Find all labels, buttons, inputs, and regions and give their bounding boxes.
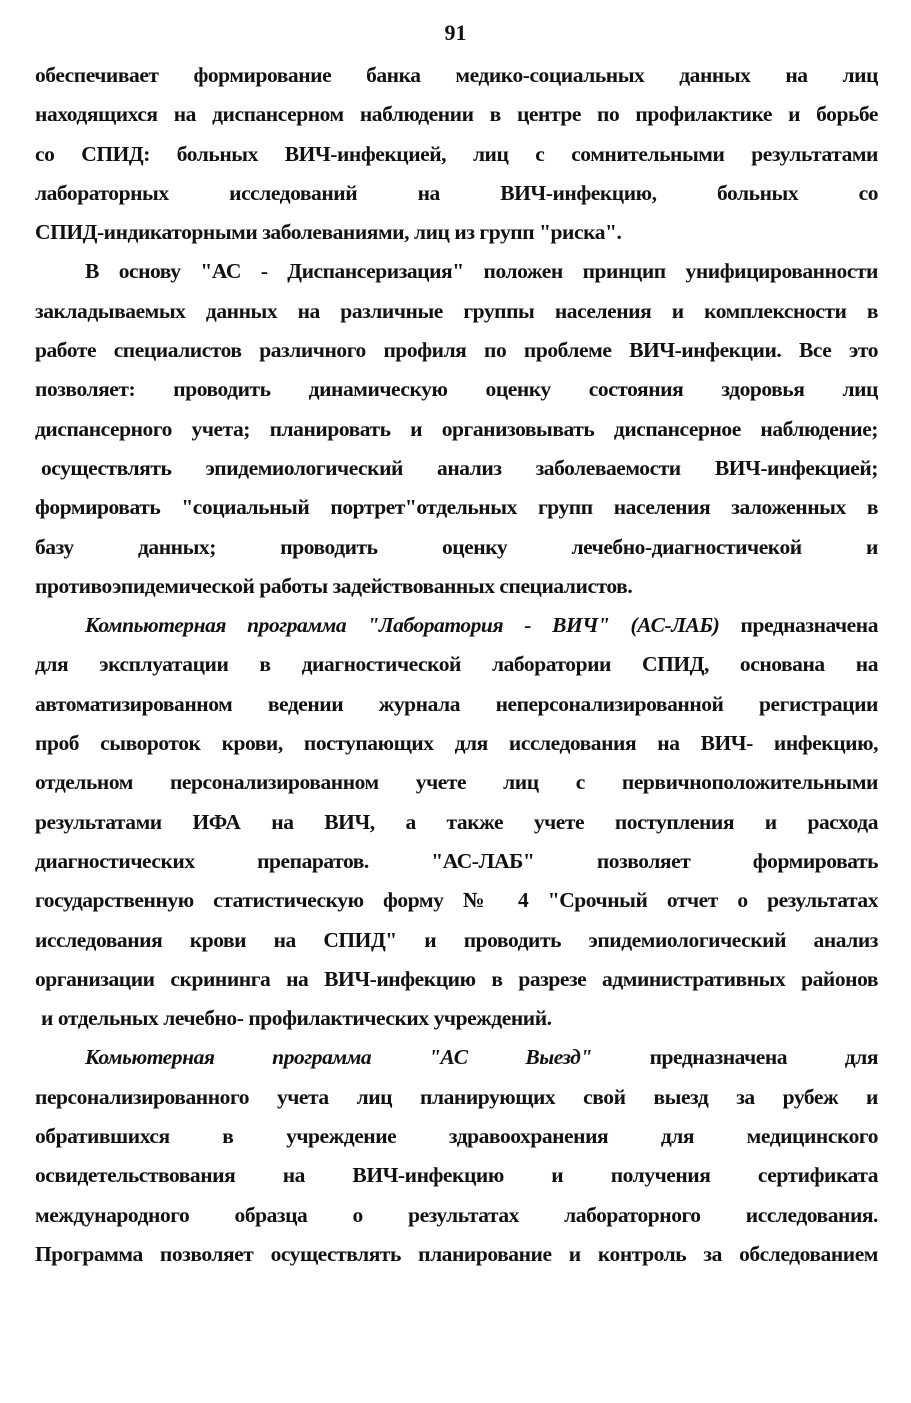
text-line: позволяет: проводить динамическую оценку состояния здоровья лиц [35,377,878,402]
text-line: исследования крови на СПИД" и проводить эпидемиологический анализ [35,927,878,952]
text-fragment: предназначена [740,613,878,638]
text-line: автоматизированном ведении журнала неперсонализированной регистрации [35,691,878,716]
program-title-exit: Комьютерная программа "АС Выезд" [85,1045,592,1070]
text-line: результатами ИФА на ВИЧ, а также учете поступления и расхода [35,809,878,834]
text-line: персонализированного учета лиц планирующих свой выезд за рубеж и [35,1084,878,1109]
text-line: государственную статистическую форму № 4 "Срочный отчет о результатах [35,888,878,913]
text-fragment: предназначена для [649,1045,878,1070]
text-line: работе специалистов различного профиля по проблеме ВИЧ-инфекции. Все это [35,338,878,363]
text-line: обратившихся в учреждение здравоохранения для медицинского [35,1124,878,1149]
page-number: 91 [444,20,467,45]
paragraph-first-line [35,1040,878,1079]
paragraph-first-line [35,608,878,647]
text-line: проб сывороток крови, поступающих для исследования на ВИЧ- инфекцию, [35,731,878,756]
paragraph-first-line: В основу "АС - Диспансеризация" положен принцип унифицированности [85,259,878,284]
text-line: осуществлять эпидемиологический анализ заболеваемости ВИЧ-инфекцией; [41,455,878,480]
text-line: со СПИД: больных ВИЧ-инфекцией, лиц с сомнительными результатами [35,141,878,166]
text-line: диспансерного учета; планировать и организовывать диспансерное наблюдение; [35,416,878,441]
text-line: международного образца о результатах лабораторного исследования. [35,1202,878,1227]
text-line: организации скрининга на ВИЧ-инфекцию в разрезе административных районов [35,966,878,991]
text-line: для эксплуатации в диагностической лаборатории СПИД, основана на [35,652,878,677]
program-title-lab: Компьютерная программа "Лаборатория - ВИЧ" (АС-ЛАБ) [85,613,720,638]
text-line: Программа позволяет осуществлять планирование и контроль за обследованием [35,1241,878,1266]
text-line: освидетельствования на ВИЧ-инфекцию и получения сертификата [35,1163,878,1188]
body-text [35,58,878,1276]
text-line: отдельном персонализированном учете лиц с первичноположительными [35,770,878,795]
text-line: закладываемых данных на различные группы населения и комплексности в [35,298,878,323]
text-line: находящихся на диспансерном наблюдении в центре по профилактике и борьбе [35,102,878,127]
text-line: базу данных; проводить оценку лечебно-диагностичекой и [35,534,878,559]
text-line: лабораторных исследований на ВИЧ-инфекцию, больных со [35,180,878,205]
text-line: обеспечивает формирование банка медико-социальных данных на лиц [35,63,878,87]
text-line: СПИД-индикаторными заболеваниями, лиц из групп "риска". [35,220,622,245]
text-line: противоэпидемической работы задействованных специалистов. [35,573,633,598]
text-line: формировать "социальный портрет"отдельных групп населения заложенных в [35,495,878,520]
text-line: и отдельных лечебно- профилактических учреждений. [41,1006,552,1031]
text-line: диагностических препаратов. "АС-ЛАБ" позволяет формировать [35,848,878,873]
